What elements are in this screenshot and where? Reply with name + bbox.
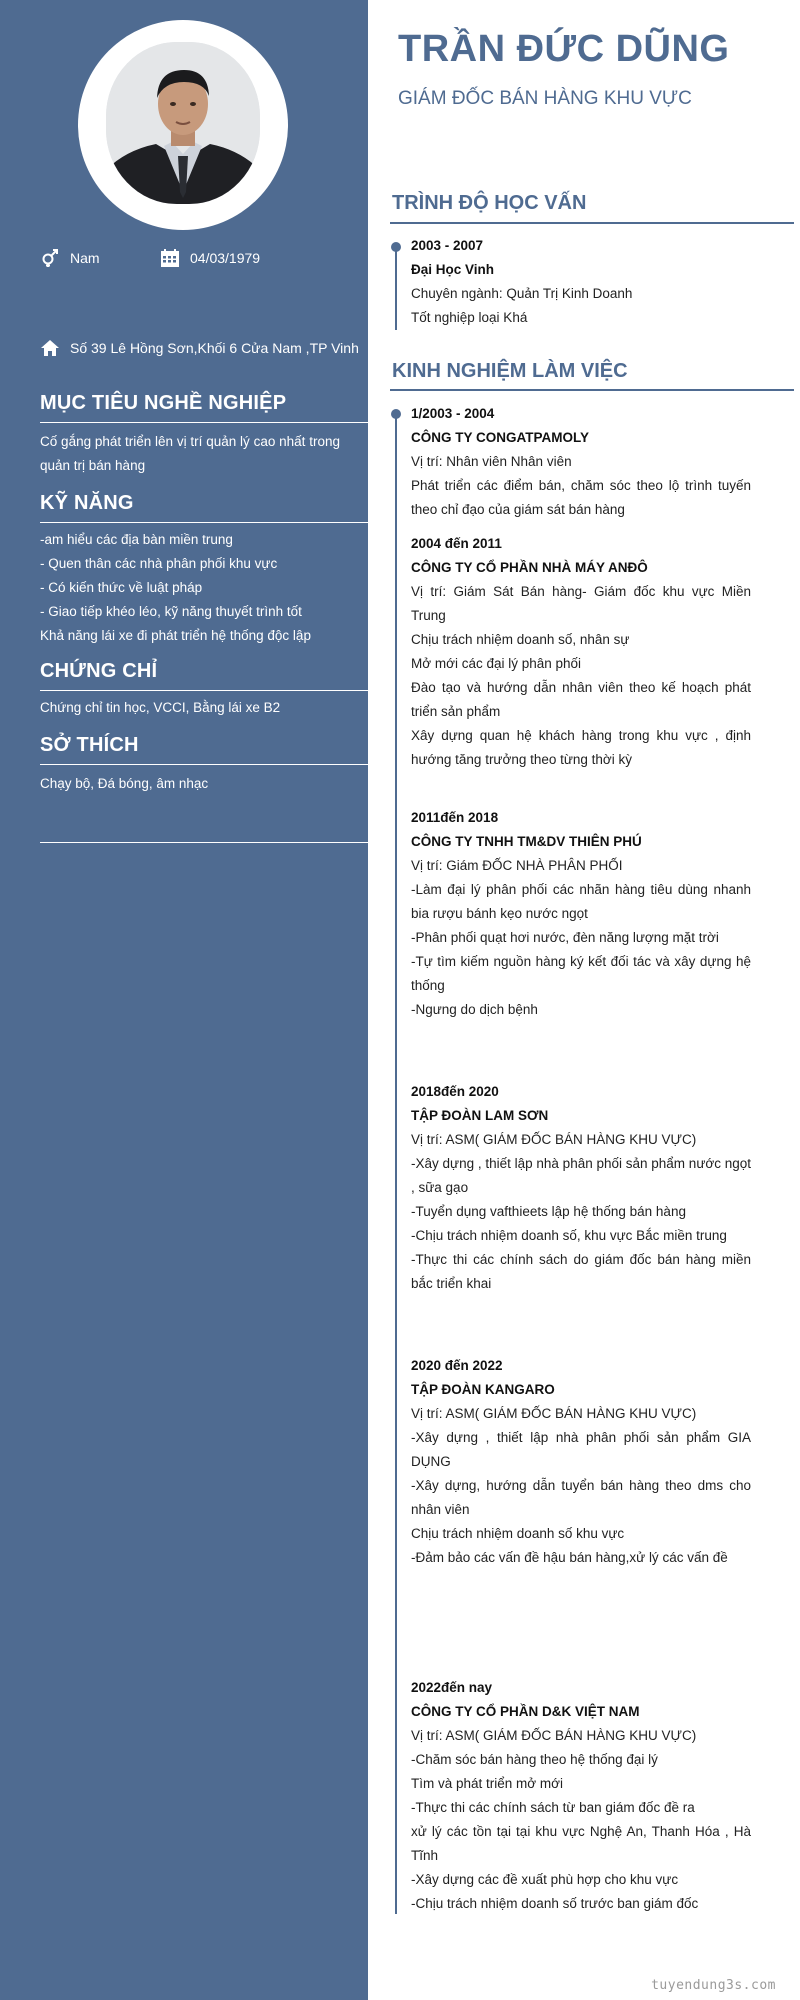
experience-dot: [391, 409, 401, 419]
hobbies-text: Chạy bộ, Đá bóng, âm nhạc: [40, 776, 209, 791]
avatar: [106, 42, 260, 204]
certificates-text: Chứng chỉ tin học, VCCI, Bằng lái xe B2: [40, 700, 281, 715]
entry-org: TẬP ĐOÀN LAM SƠN: [411, 1108, 549, 1123]
skill-item: - Quen thân các nhà phân phối khu vực: [40, 556, 278, 571]
main-column: [368, 0, 800, 2000]
experience-entry: [411, 806, 751, 1022]
entry-period: 2003 - 2007: [411, 238, 484, 253]
hobbies-divider: [40, 764, 368, 765]
entry-line: Vị trí: ASM( GIÁM ĐỐC BÁN HÀNG KHU VỰC): [411, 1728, 697, 1743]
entry-period: 2020 đến 2022: [411, 1358, 503, 1373]
skills-divider: [40, 522, 368, 523]
entry-line: Chuyên ngành: Quản Trị Kinh Doanh: [411, 286, 633, 301]
certificates-heading: CHỨNG CHỈ: [40, 660, 158, 682]
gender-icon: [40, 248, 60, 268]
entry-line: -Thực thi các chính sách do giám đốc bán hàng miền bắc triển khai: [411, 1252, 751, 1291]
calendar-icon: [160, 248, 180, 268]
candidate-title: GIÁM ĐỐC BÁN HÀNG KHU VỰC: [398, 88, 692, 109]
entry-org: CÔNG TY CONGATPAMOLY: [411, 430, 590, 445]
entry-line: Vị trí: Giám Sát Bán hàng- Giám đốc khu vực Miền Trung: [411, 584, 751, 623]
entry-line: -Xây dựng , thiết lập nhà phân phối sản phẩm nước ngọt , sữa gạo: [411, 1156, 751, 1195]
portrait-image: [106, 42, 260, 204]
gender-value: Nam: [70, 250, 100, 266]
entry-line: Chịu trách nhiệm doanh số, nhân sự: [411, 632, 630, 647]
birthdate-value: 04/03/1979: [190, 250, 261, 266]
entry-line: -Chịu trách nhiệm doanh số, khu vực Bắc miền trung: [411, 1228, 727, 1243]
experience-entry: [411, 402, 751, 522]
avatar-frame: [78, 20, 288, 230]
entry-line: xử lý các tồn tại tại khu vực Nghệ An, Thanh Hóa , Hà Tĩnh: [411, 1824, 751, 1863]
watermark: tuyendung3s.com: [651, 1978, 776, 1993]
experience-heading: KINH NGHIỆM LÀM VIỆC: [392, 360, 628, 382]
education-heading: TRÌNH ĐỘ HỌC VẤN: [392, 192, 587, 214]
entry-line: -Xây dựng, hướng dẫn tuyển bán hàng theo dms cho nhân viên: [411, 1478, 751, 1517]
entry-period: 2011đến 2018: [411, 810, 499, 825]
education-timeline: [395, 245, 397, 330]
education-dot: [391, 242, 401, 252]
experience-entry: [411, 532, 751, 772]
entry-line: Phát triển các điểm bán, chăm sóc theo lộ trình tuyến theo chỉ đạo của giám sát bán hàng: [411, 478, 751, 517]
entry-line: -Tuyển dụng vafthieets lập hệ thống bán hàng: [411, 1204, 686, 1219]
education-entry: [411, 234, 751, 330]
skill-item: - Có kiến thức về luật pháp: [40, 580, 203, 595]
experience-entry: [411, 1354, 751, 1570]
sidebar: [0, 0, 368, 2000]
entry-period: 1/2003 - 2004: [411, 406, 495, 421]
home-icon: [40, 338, 60, 358]
experience-entry: [411, 1080, 751, 1296]
skills-heading: KỸ NĂNG: [40, 492, 134, 514]
hobbies-heading: SỞ THÍCH: [40, 734, 139, 756]
entry-line: -Chịu trách nhiệm doanh số trước ban giám đốc: [411, 1896, 699, 1911]
entry-line: -Ngưng do dịch bệnh: [411, 1002, 538, 1017]
experience-timeline: [395, 412, 397, 1914]
birthdate-row: [160, 248, 260, 268]
entry-org: CÔNG TY CỔ PHẦN D&K VIỆT NAM: [411, 1704, 640, 1719]
certificates-divider: [40, 690, 368, 691]
candidate-name: TRẦN ĐỨC DŨNG: [398, 28, 730, 70]
entry-line: Vị trí: Giám ĐỐC NHÀ PHÂN PHỐI: [411, 858, 623, 873]
skill-item: - Giao tiếp khéo léo, kỹ năng thuyết trình tốt: [40, 604, 302, 619]
entry-line: Vị trí: Nhân viên Nhân viên: [411, 454, 572, 469]
entry-org: Đại Học Vinh: [411, 262, 495, 277]
entry-line: -Đảm bảo các vấn đề hậu bán hàng,xử lý các vấn đề: [411, 1550, 728, 1565]
entry-period: 2018đến 2020: [411, 1084, 499, 1099]
experience-divider: [390, 389, 794, 391]
entry-line: Tìm và phát triển mở mới: [411, 1776, 563, 1791]
entry-line: -Thực thi các chính sách từ ban giám đốc đề ra: [411, 1800, 695, 1815]
entry-line: Vị trí: ASM( GIÁM ĐỐC BÁN HÀNG KHU VỰC): [411, 1406, 697, 1421]
gender-row: [40, 248, 100, 268]
address-row: [40, 338, 359, 358]
entry-line: -Chăm sóc bán hàng theo hệ thống đại lý: [411, 1752, 658, 1767]
skill-item: -am hiểu các địa bàn miền trung: [40, 532, 233, 547]
education-divider: [390, 222, 794, 224]
entry-line: Mở mới các đại lý phân phối: [411, 656, 582, 671]
entry-org: TẬP ĐOÀN KANGARO: [411, 1382, 555, 1397]
entry-period: 2004 đến 2011: [411, 536, 502, 551]
objective-text: Cố gắng phát triển lên vị trí quản lý cao nhất trong quản trị bán hàng: [40, 434, 340, 473]
entry-line: Vị trí: ASM( GIÁM ĐỐC BÁN HÀNG KHU VỰC): [411, 1132, 697, 1147]
objective-divider: [40, 422, 368, 423]
entry-line: -Xây dựng , thiết lập nhà phân phối sản phẩm GIA DỤNG: [411, 1430, 751, 1469]
skill-item: Khả năng lái xe đi phát triển hệ thống độc lập: [40, 628, 311, 643]
entry-org: CÔNG TY TNHH TM&DV THIÊN PHÚ: [411, 834, 642, 849]
entry-line: -Tự tìm kiếm nguồn hàng ký kết đối tác và xây dựng hệ thống: [411, 954, 751, 993]
entry-line: -Xây dựng các đề xuất phù hợp cho khu vực: [411, 1872, 679, 1887]
entry-line: Xây dựng quan hệ khách hàng trong khu vực , định hướng tăng trưởng theo từng thời kỳ: [411, 728, 751, 767]
entry-period: 2022đến nay: [411, 1680, 493, 1695]
entry-org: CÔNG TY CỔ PHẦN NHÀ MÁY ANĐÔ: [411, 560, 648, 575]
address-value: Số 39 Lê Hồng Sơn,Khối 6 Cửa Nam ,TP Vinh: [70, 340, 359, 356]
entry-line: -Phân phối quạt hơi nước, đèn năng lượng mặt trời: [411, 930, 719, 945]
entry-line: Chịu trách nhiệm doanh số khu vực: [411, 1526, 625, 1541]
experience-entry: [411, 1676, 751, 1916]
objective-heading: MỤC TIÊU NGHỀ NGHIỆP: [40, 392, 287, 414]
entry-line: Đào tạo và hướng dẫn nhân viên theo kế hoạch phát triển sản phẩm: [411, 680, 751, 719]
entry-line: Tốt nghiệp loại Khá: [411, 310, 528, 325]
sidebar-end-divider: [40, 842, 368, 843]
entry-line: -Làm đại lý phân phối các nhãn hàng tiêu dùng nhanh bia rượu bánh kẹo nước ngọt: [411, 882, 751, 921]
skills-list: [40, 528, 340, 648]
